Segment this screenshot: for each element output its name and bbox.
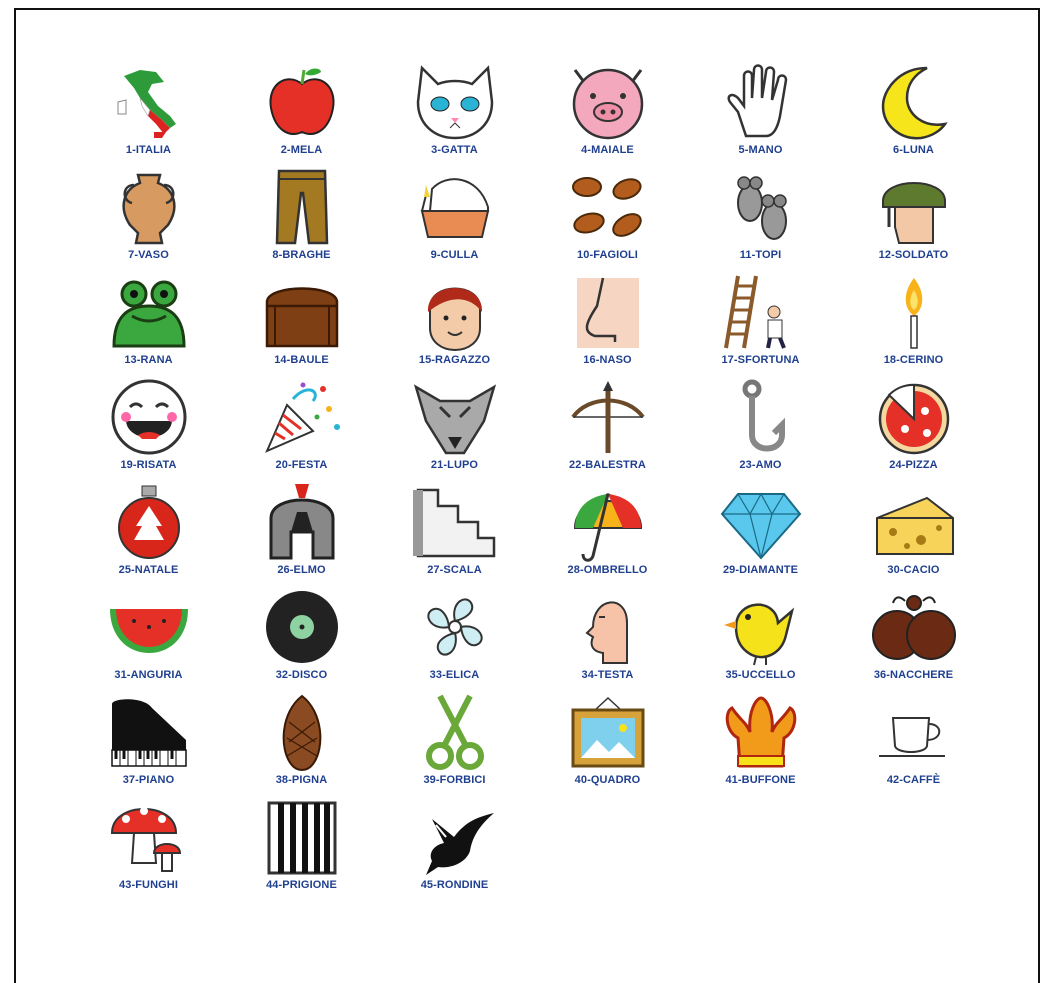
smorfia-item	[72, 482, 225, 587]
smorfia-item	[837, 692, 990, 797]
fishhook-icon	[716, 377, 806, 457]
bird-icon	[716, 587, 806, 667]
crossbow-icon	[563, 377, 653, 457]
smorfia-item	[72, 377, 225, 482]
smorfia-item	[684, 692, 837, 797]
smorfia-item	[225, 272, 378, 377]
item-label: 40-QUADRO	[574, 774, 641, 786]
beans-icon	[563, 167, 653, 247]
item-label: 4-MAIALE	[581, 144, 634, 156]
item-label: 35-UCCELLO	[725, 669, 796, 681]
vinyl-record-icon	[257, 587, 347, 667]
propeller-icon	[410, 587, 500, 667]
item-label: 33-ELICA	[429, 669, 480, 681]
boy-icon	[410, 272, 500, 352]
smorfia-item	[531, 62, 684, 167]
smorfia-item	[684, 587, 837, 692]
item-label: 31-ANGURIA	[114, 669, 183, 681]
laughing-face-icon	[104, 377, 194, 457]
mushrooms-icon	[104, 797, 194, 877]
smorfia-item	[837, 62, 990, 167]
swallow-icon	[410, 797, 500, 877]
item-label: 27-SCALA	[427, 564, 482, 576]
item-label: 43-FUNGHI	[119, 879, 178, 891]
item-label: 18-CERINO	[883, 354, 944, 366]
smorfia-item	[531, 587, 684, 692]
smorfia-item	[225, 62, 378, 167]
cheese-icon	[869, 482, 959, 562]
smorfia-item	[225, 692, 378, 797]
pig-icon	[563, 62, 653, 142]
party-popper-icon	[257, 377, 347, 457]
item-label: 42-CAFFÈ	[886, 774, 941, 786]
smorfia-item	[378, 167, 531, 272]
smorfia-grid	[72, 62, 992, 902]
smorfia-item	[837, 272, 990, 377]
helmet-icon	[257, 482, 347, 562]
trousers-icon	[257, 167, 347, 247]
item-label: 22-BALESTRA	[569, 459, 646, 471]
item-label: 15-RAGAZZO	[418, 354, 491, 366]
item-label: 41-BUFFONE	[725, 774, 796, 786]
smorfia-item	[531, 482, 684, 587]
item-label: 25-NATALE	[118, 564, 179, 576]
trunk-icon	[257, 272, 347, 352]
diamond-icon	[716, 482, 806, 562]
nose-icon	[563, 272, 653, 352]
item-label: 30-CACIO	[887, 564, 940, 576]
scissors-icon	[410, 692, 500, 772]
moon-icon	[869, 62, 959, 142]
smorfia-item	[837, 167, 990, 272]
smorfia-item	[378, 797, 531, 902]
smorfia-item	[684, 482, 837, 587]
item-label: 11-TOPI	[739, 249, 782, 261]
smorfia-item	[225, 587, 378, 692]
piano-icon	[104, 692, 194, 772]
item-label: 14-BAULE	[274, 354, 329, 366]
item-label: 29-DIAMANTE	[722, 564, 799, 576]
match-icon	[869, 272, 959, 352]
cradle-icon	[410, 167, 500, 247]
vase-icon	[104, 167, 194, 247]
item-label: 1-ITALIA	[125, 144, 172, 156]
pizza-icon	[869, 377, 959, 457]
item-label: 8-BRAGHE	[272, 249, 331, 261]
item-label: 13-RANA	[124, 354, 173, 366]
ladder-icon	[716, 272, 806, 352]
smorfia-item	[531, 167, 684, 272]
stairs-icon	[410, 482, 500, 562]
item-label: 34-TESTA	[581, 669, 634, 681]
item-label: 28-OMBRELLO	[567, 564, 648, 576]
smorfia-item	[378, 482, 531, 587]
hand-icon	[716, 62, 806, 142]
item-label: 37-PIANO	[122, 774, 175, 786]
item-label: 45-RONDINE	[420, 879, 489, 891]
italy-map-icon	[104, 62, 194, 142]
christmas-bauble-icon	[104, 482, 194, 562]
item-label: 19-RISATA	[120, 459, 177, 471]
frog-icon	[104, 272, 194, 352]
item-label: 16-NASO	[583, 354, 632, 366]
mice-icon	[716, 167, 806, 247]
item-label: 6-LUNA	[893, 144, 934, 156]
smorfia-item	[225, 482, 378, 587]
item-label: 3-GATTA	[431, 144, 478, 156]
umbrella-icon	[563, 482, 653, 562]
item-label: 20-FESTA	[275, 459, 328, 471]
castanets-icon	[869, 587, 959, 667]
smorfia-item	[72, 167, 225, 272]
item-label: 17-SFORTUNA	[721, 354, 800, 366]
smorfia-item	[684, 377, 837, 482]
item-label: 5-MANO	[738, 144, 783, 156]
apple-icon	[257, 62, 347, 142]
item-label: 38-PIGNA	[275, 774, 328, 786]
item-label: 44-PRIGIONE	[266, 879, 337, 891]
smorfia-item	[531, 377, 684, 482]
item-label: 12-SOLDATO	[878, 249, 949, 261]
item-label: 32-DISCO	[275, 669, 328, 681]
item-label: 21-LUPO	[430, 459, 479, 471]
smorfia-item	[72, 62, 225, 167]
soldier-icon	[869, 167, 959, 247]
smorfia-item	[378, 377, 531, 482]
jester-hat-icon	[716, 692, 806, 772]
coffee-cup-icon	[869, 692, 959, 772]
item-label: 2-MELA	[280, 144, 323, 156]
smorfia-item	[378, 272, 531, 377]
smorfia-item	[837, 587, 990, 692]
smorfia-item	[378, 692, 531, 797]
item-label: 26-ELMO	[277, 564, 326, 576]
smorfia-item	[225, 797, 378, 902]
wolf-icon	[410, 377, 500, 457]
item-label: 7-VASO	[128, 249, 169, 261]
item-label: 39-FORBICI	[423, 774, 486, 786]
smorfia-item	[72, 272, 225, 377]
smorfia-item	[72, 587, 225, 692]
smorfia-item	[837, 482, 990, 587]
smorfia-item	[378, 587, 531, 692]
smorfia-item	[225, 377, 378, 482]
item-label: 23-AMO	[739, 459, 782, 471]
smorfia-item	[225, 167, 378, 272]
smorfia-item	[531, 272, 684, 377]
head-icon	[563, 587, 653, 667]
prison-bars-icon	[257, 797, 347, 877]
smorfia-item	[684, 167, 837, 272]
smorfia-item	[378, 62, 531, 167]
picture-frame-icon	[563, 692, 653, 772]
smorfia-item	[837, 377, 990, 482]
pinecone-icon	[257, 692, 347, 772]
smorfia-item	[72, 797, 225, 902]
cat-icon	[410, 62, 500, 142]
item-label: 9-CULLA	[430, 249, 479, 261]
smorfia-item	[684, 62, 837, 167]
item-label: 36-NACCHERE	[873, 669, 954, 681]
watermelon-icon	[104, 587, 194, 667]
item-label: 10-FAGIOLI	[577, 249, 638, 261]
smorfia-item	[72, 692, 225, 797]
item-label: 24-PIZZA	[889, 459, 938, 471]
smorfia-item	[684, 272, 837, 377]
smorfia-item	[531, 692, 684, 797]
